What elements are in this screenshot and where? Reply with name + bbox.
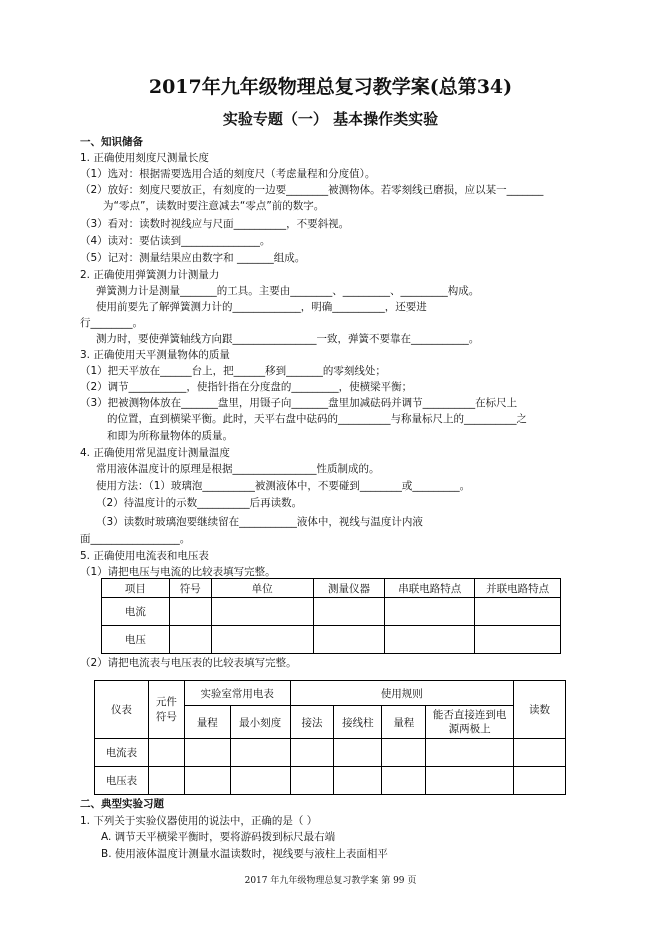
text-line: （3）把被测物体放在_______盘里，用镊子向_______盘里加减砝码并调节__________在标尺上: [80, 397, 518, 409]
header-lab-meter: 实验室常用电表: [184, 681, 290, 706]
text-line: 的位置，直到横梁平衡。此时，天平右盘中砝码的__________与称量标尺上的__________之: [107, 413, 527, 425]
header-range: 量程: [184, 706, 230, 739]
table-cell: [426, 767, 514, 795]
header-reading: 读数: [514, 681, 566, 739]
table2-caption: （2）请把电流表与电压表的比较表填写完整。: [80, 657, 297, 669]
text-line: 测力时，要使弹簧轴线方向跟________________一致，弹簧不要靠在___________。: [96, 333, 480, 345]
table-cell: [475, 598, 561, 626]
text-line: 4. 正确使用常见温度计测量温度: [80, 447, 230, 459]
table-cell: [385, 626, 475, 654]
header-terminal: 接线柱: [334, 706, 382, 739]
table-cell: [211, 626, 313, 654]
page-footer: 2017 年九年级物理总复习教学案 第 99 页: [244, 876, 417, 886]
header-symbol: 元件符号: [148, 681, 184, 739]
table-cell: [184, 767, 230, 795]
table-header: 串联电路特点: [385, 579, 475, 598]
text-line: 2. 正确使用弹簧测力计测量力: [80, 269, 220, 281]
page-title: 2017年九年级物理总复习教学案(总第34): [148, 76, 513, 98]
header-connection: 接法: [290, 706, 334, 739]
table-cell: [313, 598, 385, 626]
ammeter-voltmeter-table: [94, 680, 566, 795]
table-cell: [313, 626, 385, 654]
table-cell: [385, 598, 475, 626]
table-cell: [211, 598, 313, 626]
text-line: 1. 正确使用刻度尺测量长度: [80, 152, 209, 164]
table-cell: [230, 739, 290, 767]
text-line: A. 调节天平横梁平衡时，要将游码拨到标尺最右端: [101, 831, 336, 843]
text-line: 使用方法：（1）玻璃泡__________被测液体中，不要碰到________或_________。: [96, 480, 471, 492]
row-label-current: 电流: [102, 598, 170, 626]
table-header: 并联电路特点: [475, 579, 561, 598]
text-line: 5. 正确使用电流表和电压表: [80, 550, 209, 562]
table-cell: [334, 739, 382, 767]
table-cell: [148, 739, 184, 767]
header-usage-rules: 使用规则: [290, 681, 514, 706]
text-line: （4）读对：要估读到_______________。: [80, 235, 271, 247]
table-header: 单位: [211, 579, 313, 598]
text-line: 行________。: [80, 317, 143, 329]
page-subtitle: 实验专题（一） 基本操作类实验: [222, 110, 439, 128]
header-instrument: 仪表: [95, 681, 149, 739]
table-cell: [382, 767, 426, 795]
table-cell: [184, 739, 230, 767]
text-line: 常用液体温度计的原理是根据________________性质制成的。: [96, 463, 380, 475]
text-line: 弹簧测力计是测量_______的工具。主要由________、_________、_________构成。: [96, 285, 480, 297]
table-cell: [169, 626, 211, 654]
text-line: （1）选对：根据需要选用合适的刻度尺（考虑量程和分度值）。: [80, 168, 376, 180]
table-cell: [514, 739, 566, 767]
text-line: （2）待温度计的示数__________后再读数。: [96, 497, 303, 509]
table-cell: [290, 767, 334, 795]
table-cell: [475, 626, 561, 654]
table-header: 项目: [102, 579, 170, 598]
row-label-voltage: 电压: [102, 626, 170, 654]
text-line: 1. 下列关于实验仪器使用的说法中，正确的是（ ）: [80, 815, 318, 827]
table-cell: [230, 767, 290, 795]
text-line: （1）把天平放在______台上，把______移到_______的零刻线处；: [80, 365, 386, 377]
header-range-2: 量程: [382, 706, 426, 739]
text-line: （5）记对：测量结果应由数字和 _______组成。: [80, 252, 306, 264]
text-line: （1）请把电压与电流的比较表填写完整。: [80, 566, 276, 578]
table-header: 符号: [169, 579, 211, 598]
row-label-voltmeter: 电压表: [95, 767, 149, 795]
table-cell: [148, 767, 184, 795]
text-line: （2）调节___________，使指针指在分度盘的_________，使横梁平衡；: [80, 381, 413, 393]
text-line: （3）读数时玻璃泡要继续留在___________液体中，视线与温度计内液: [96, 516, 423, 528]
header-min-scale: 最小刻度: [230, 706, 290, 739]
text-line: 二、典型实验习题: [80, 798, 164, 810]
text-line: （2）放好：刻度尺要放正，有刻度的一边要________被测物体。若零刻线已磨损，应以某一_______: [80, 184, 544, 196]
text-line: 一、知识储备: [80, 136, 143, 148]
text-line: （3）看对：读数时视线应与尺面__________，不要斜视。: [80, 218, 350, 230]
table-cell: [169, 598, 211, 626]
table-header: 测量仪器: [313, 579, 385, 598]
table-cell: [426, 739, 514, 767]
text-line: B. 使用液体温度计测量水温读数时，视线要与液柱上表面相平: [101, 848, 388, 860]
text-line: 使用前要先了解弹簧测力计的_____________，明确__________，还要进: [96, 301, 427, 313]
current-voltage-table: [101, 578, 561, 654]
text-line: 3. 正确使用天平测量物体的质量: [80, 349, 230, 361]
row-label-ammeter: 电流表: [95, 739, 149, 767]
header-direct-to-source: 能否直接连到电源两极上: [426, 706, 514, 739]
table-cell: [514, 767, 566, 795]
text-line: 面_________________。: [80, 533, 191, 545]
table-cell: [382, 739, 426, 767]
text-line: 为“零点”，读数时要注意减去“零点”前的数字。: [103, 200, 325, 212]
table-cell: [290, 739, 334, 767]
text-line: 和即为所称量物体的质量。: [107, 430, 233, 442]
table-cell: [334, 767, 382, 795]
